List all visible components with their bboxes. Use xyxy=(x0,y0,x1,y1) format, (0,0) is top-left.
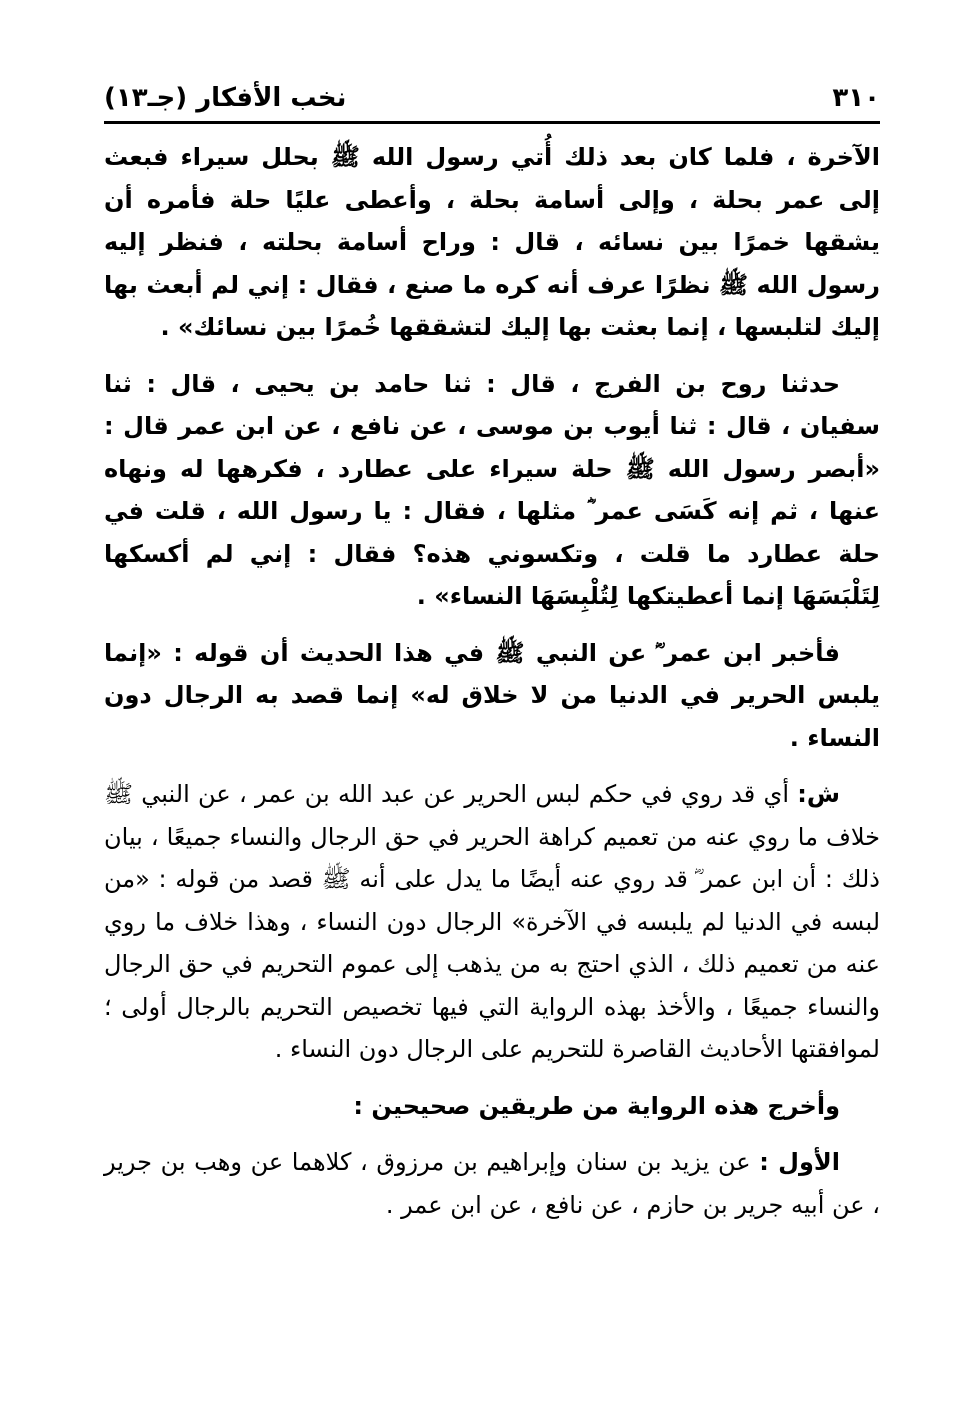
page-header xyxy=(104,78,880,118)
commentary-text: أي قد روي في حكم لبس الحرير عن عبد الله بن عمر ، عن النبي ﷺ خلاف ما روي عنه من تعميم كراهة الحرير في حق الرجال والنساء جميعًا ، بيان ذلك : أن ابن عمر ؓ قد روي عنه أيضًا ما يدل على أنه ﷺ قصد من قوله : «من لبسه في الدنيا لم يلبسه في الآخرة» الرجال دون النساء ، وهذا خلاف ما روي عنه من تعميم ذلك ، الذي احتج به من يذهب إلى عموم التحريم في حق الرجال والنساء جميعًا ، والأخذ بهذه الرواية التي فيها تخصيص التحريم بالرجال أولى ؛ لموافقتها الأحاديث القاصرة للتحريم على الرجال دون النساء . xyxy=(104,780,880,1063)
paragraph-first-route xyxy=(104,1141,880,1226)
page-body xyxy=(104,136,880,1240)
paragraph-isnad-rawh: حدثنا روح بن الفرج ، قال : ثنا حامد بن يحيى ، قال : ثنا سفيان ، قال : ثنا أيوب بن موسى ، عن نافع ، عن ابن عمر قال : «أبصر رسول الله ﷺ حلة سيراء على عطارد ، فكرهها له ونهاه عنها ، ثم إنه كَسَى عمر ؓ مثلها ، فقال : يا رسول الله ، قلت في حلة عطارد ما قلت ، وتكسوني هذه؟ فقال : إني لم أكسكها لِتَلْبَسَهَا إنما أعطيتكها لِتُلْبِسَهَا النساء» . xyxy=(104,369,880,610)
commentary-marker: ش: xyxy=(797,780,840,808)
paragraph-commentary xyxy=(104,773,880,1071)
first-route-label: الأول : xyxy=(759,1148,840,1176)
header-divider xyxy=(104,121,880,124)
section-heading: وأخرج هذه الرواية من طريقين صحيحين : xyxy=(353,1091,840,1120)
paragraph-hadith-end: الآخرة ، فلما كان بعد ذلك أُتي رسول الله ﷺ بحلل سيراء فبعث إلى عمر بحلة ، وإلى أسامة بحلة ، وأعطى عليًا حلة فأمره أن يشقها خمرًا بين نسائه ، قال : وراح أسامة بحلته ، فنظر إليه رسول الله ﷺ نظرًا عرف أنه كره ما صنع ، فقال : إني لم أبعث بها إليك لتلبسها ، إنما بعثت بها إليك لتشققها خُمرًا بين نسائك» . xyxy=(104,143,880,341)
paragraph-ibn-umar-note: فأخبر ابن عمر ؓ عن النبي ﷺ في هذا الحديث أن قوله : «إنما يلبس الحرير في الدنيا من لا خلاق له» إنما قصد به الرجال دون النساء . xyxy=(104,638,880,752)
first-route-text: عن يزيد بن سنان وإبراهيم بن مرزوق ، كلاهما عن وهب بن جرير ، عن أبيه جرير بن حازم ، عن نافع ، عن ابن عمر . xyxy=(104,1148,880,1219)
page-number: ٣١٠ xyxy=(832,83,880,113)
book-title: نخب الأفكار (جـ١٣) xyxy=(104,83,347,113)
